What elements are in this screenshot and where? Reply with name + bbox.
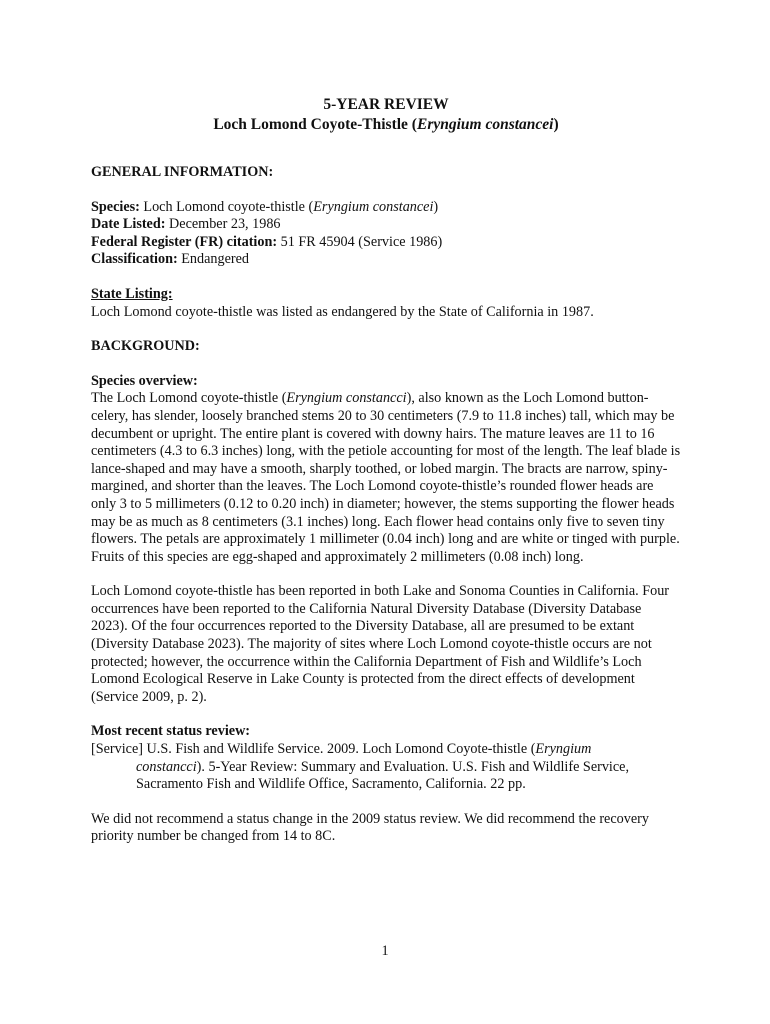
document-title	[91, 95, 681, 135]
species-overview-block	[91, 373, 681, 567]
title-line-1: 5-YEAR REVIEW	[323, 96, 449, 113]
p1-scientific-name: Eryngium constancci	[286, 390, 407, 407]
title-paren: )	[553, 116, 559, 133]
p1-body: ), also known as the Loch Lomond button-celery, has slender, loosely branched stems 20 to 30 centimeters (7.9 to 11.8 inches) tall, which may be decumbent or upright. The entire plant is covered with downy hairs. The mature leaves are 11 to 16 centimeters (4.3 to 6.3 inches) long, with the petiole accounting for most of the length. The leaf blade is lance-shaped and may have a smooth, sharply toothed, or lobed margin. The bracts are narrow, spiny-margined, and shorter than the leaves. The Loch Lomond coyote-thistle’s rounded flower heads are only 3 to 5 millimeters (0.12 to 0.20 inch) in diameter; however, the stems supporting the flower heads may be as much as 8 centimeters (3.1 inches) long. Each flower head contains only five to seven tiny flowers. The petals are approximately 1 millimeter (0.04 inch) long and are white or tinged with purple. Fruits of this species are egg-shaped and approximately 2 millimeters (0.08 inch) long.	[91, 390, 681, 565]
species-value: Loch Lomond coyote-thistle (	[139, 198, 314, 215]
status-review-block	[91, 723, 681, 793]
state-listing-block	[91, 286, 681, 321]
reference-line-2	[91, 759, 681, 777]
title-line-2	[91, 115, 681, 135]
species-overview-paragraph-1	[91, 390, 681, 566]
reference-line-1	[91, 741, 681, 759]
page-number: 1	[381, 943, 389, 959]
status-review-heading: Most recent status review:	[91, 723, 251, 740]
species-overview-heading: Species overview:	[91, 372, 198, 389]
species-overview-paragraph-2: Loch Lomond coyote-thistle has been reported in both Lake and Sonoma Counties in California. Four occurrences have been reported to the California Natural Diversity Database (Diversity Database 2023). Of the four occurrences reported to the Diversity Database, all are presumed to be extant (Diversity Database 2023). The majority of sites where Loch Lomond coyote-thistle occurs are not protected; however, the occurrence within the California Department of Fish and Wildlife’s Loch Lomond Ecological Reserve in Lake County is protected from the direct effects of development (Service 2009, p. 2).	[91, 583, 670, 705]
fr-citation-label: Federal Register (FR) citation:	[91, 233, 278, 250]
general-information-block	[91, 199, 681, 269]
classification-value: Endangered	[177, 251, 250, 268]
classification-line	[91, 251, 681, 269]
background-heading: BACKGROUND:	[91, 338, 200, 355]
state-listing-heading: State Listing:	[91, 285, 173, 302]
reference-line-3: Sacramento Fish and Wildlife Office, Sacramento, California. 22 pp.	[136, 776, 526, 793]
p1-intro: The Loch Lomond coyote-thistle (	[91, 390, 287, 407]
title-common-name: Loch Lomond Coyote-Thistle (	[213, 116, 417, 133]
date-listed-line	[91, 216, 681, 234]
status-review-paragraph: We did not recommend a status change in the 2009 status review. We did recommend the recovery priority number be changed from 14 to 8C.	[91, 810, 649, 845]
species-line	[91, 199, 681, 217]
species-paren: )	[433, 198, 439, 215]
reference-text-1: [Service] U.S. Fish and Wildlife Service. 2009. Loch Lomond Coyote-thistle (	[91, 741, 536, 758]
reference-genus: Eryngium	[535, 741, 592, 758]
title-scientific-name: Eryngium constancei	[416, 116, 554, 133]
document-page	[91, 95, 681, 846]
state-listing-text: Loch Lomond coyote-thistle was listed as endangered by the State of California in 1987.	[91, 303, 594, 320]
date-listed-value: December 23, 1986	[165, 216, 281, 233]
species-scientific-name: Eryngium constancei	[313, 198, 434, 215]
classification-label: Classification:	[91, 251, 178, 268]
reference-text-2: ). 5-Year Review: Summary and Evaluation. U.S. Fish and Wildlife Service,	[196, 758, 630, 775]
fr-citation-line	[91, 234, 681, 252]
date-listed-label: Date Listed:	[91, 216, 166, 233]
general-information-heading: GENERAL INFORMATION:	[91, 164, 274, 180]
reference-epithet: constancci	[136, 758, 197, 775]
fr-citation-value: 51 FR 45904 (Service 1986)	[277, 233, 443, 250]
species-label: Species:	[91, 198, 140, 215]
